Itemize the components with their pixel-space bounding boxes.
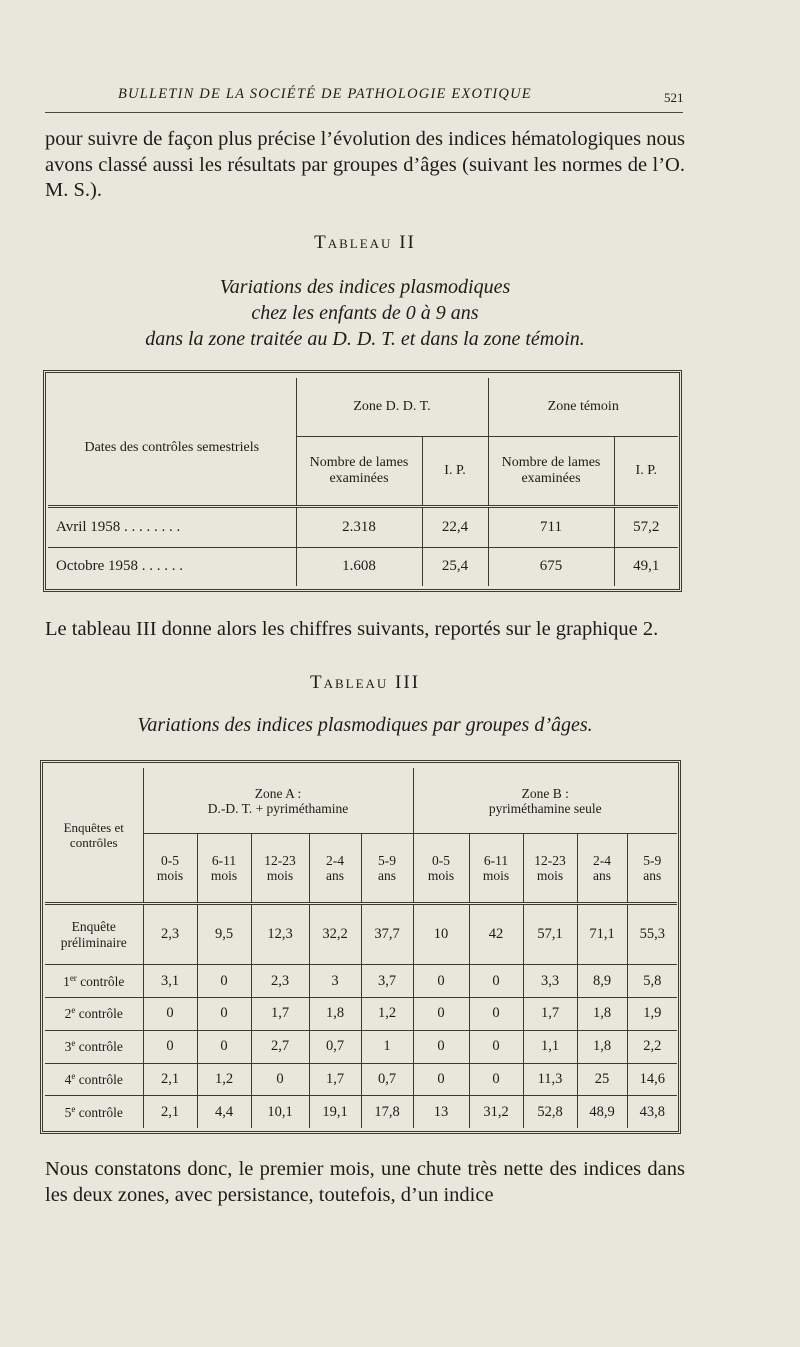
table3-row-label-text: contrôle <box>75 1104 123 1120</box>
table3-row-label-text: contrôle <box>76 973 125 989</box>
table2-ddt-slides-header: Nombre de lames examinées <box>296 437 422 507</box>
table3-cell: 1,7 <box>523 998 577 1031</box>
paragraph-intro: pour suivre de façon plus précise l’évolution des indices hématologiques nous avons classé aussi les résultats par groupes d’âges (suivant les normes de l’O. M. S.). <box>45 128 685 201</box>
table3-row-label-text: contrôle <box>75 1071 123 1087</box>
table3-cell: 0 <box>413 998 469 1031</box>
table3-age-unit: mois <box>427 868 455 884</box>
table2-temoin-slides-header: Nombre de lames examinées <box>488 437 614 507</box>
table3-row <box>45 965 677 998</box>
table3-cell: 1,8 <box>577 998 627 1031</box>
table3-row-label-number: 2 <box>64 1006 72 1022</box>
table2-dates-header: Dates des contrôles semestriels <box>48 378 296 507</box>
table3-cell: 48,9 <box>577 1096 627 1128</box>
table3-row-label <box>45 965 143 998</box>
table3-cell: 3,1 <box>143 965 197 998</box>
table3-age-range: 5-9 <box>643 853 662 869</box>
table3-row <box>45 904 677 965</box>
table3-age-unit: ans <box>643 868 662 884</box>
table3-age-header <box>251 834 309 904</box>
table3-cell: 2,2 <box>627 1030 677 1063</box>
table3-row-label-number: 1 <box>63 973 70 989</box>
table3-row-label-number: 4 <box>64 1071 72 1087</box>
table2-zone-ddt-header: Zone D. D. T. <box>296 378 488 437</box>
table3-age-header <box>627 834 677 904</box>
table3 <box>45 768 677 1128</box>
table3-age-unit: ans <box>378 868 396 884</box>
table3-row-label-number: 5 <box>64 1104 72 1120</box>
table3-cell: 52,8 <box>523 1096 577 1128</box>
table3-age-header <box>523 834 577 904</box>
table2-cell: 711 <box>488 507 614 547</box>
table3-age-range: 2-4 <box>593 853 611 869</box>
table3-cell: 1,8 <box>309 998 361 1031</box>
table3-row-label-ordinal: e <box>71 1038 76 1049</box>
table3-zone-a-line1: Zone A : <box>254 785 302 801</box>
table2-cell: 49,1 <box>614 547 678 586</box>
table3-cell: 71,1 <box>577 904 627 965</box>
table3-cell: 12,3 <box>251 904 309 965</box>
header-rule <box>45 112 683 113</box>
table3-cell: 11,3 <box>523 1063 577 1096</box>
table3-row-label <box>45 998 143 1031</box>
table3-row-label-ordinal: e <box>71 1070 76 1081</box>
table3-row-label <box>45 1096 143 1128</box>
table3-age-unit: mois <box>210 868 238 884</box>
table3-cell: 0 <box>143 998 197 1031</box>
table2-row <box>48 547 678 586</box>
table3-cell: 1,8 <box>577 1030 627 1063</box>
table3-cell: 31,2 <box>469 1096 523 1128</box>
table3-row-label-number: 3 <box>64 1039 72 1055</box>
table3-cell: 4,4 <box>197 1096 251 1128</box>
table2-row-date: Octobre 1958 . . . . . . <box>48 547 296 586</box>
table3-age-unit: ans <box>593 868 611 884</box>
table2-caption <box>45 274 685 352</box>
table3-age-unit: mois <box>156 868 184 884</box>
table3-cell: 5,8 <box>627 965 677 998</box>
table3-cell: 42 <box>469 904 523 965</box>
table3-zone-a-line2: D.-D. T. + pyriméthamine <box>207 800 349 816</box>
table2-ddt-ip-header: I. P. <box>422 437 488 507</box>
table3-zone-b-line1: Zone B : <box>521 785 569 801</box>
table3-cell: 1,7 <box>309 1063 361 1096</box>
table3-title: Tableau III <box>309 672 421 693</box>
table3-cell: 0 <box>197 1030 251 1063</box>
table3-age-range: 6-11 <box>483 853 509 869</box>
table3-cell: 0 <box>197 998 251 1031</box>
table3-cell: 0 <box>413 1063 469 1096</box>
table3-row <box>45 1030 677 1063</box>
table3-cell: 1,2 <box>197 1063 251 1096</box>
table2-caption-line3: dans la zone traitée au D. D. T. et dans la zone témoin. <box>145 328 585 350</box>
table3-age-unit: mois <box>266 868 294 884</box>
table3-cell: 3,7 <box>361 965 413 998</box>
table2-cell: 675 <box>488 547 614 586</box>
table3-cell: 32,2 <box>309 904 361 965</box>
table3-cell: 17,8 <box>361 1096 413 1128</box>
table3-age-header <box>309 834 361 904</box>
table3-row-label-ordinal: e <box>71 1103 76 1114</box>
table3-age-unit: mois <box>536 868 564 884</box>
table3-zone-b-header <box>413 768 677 834</box>
table3-age-header <box>143 834 197 904</box>
table3-row-label <box>45 1063 143 1096</box>
table3-cell: 0,7 <box>309 1030 361 1063</box>
table3-cell: 57,1 <box>523 904 577 965</box>
page-number: 521 <box>664 90 684 105</box>
table3-age-range: 5-9 <box>378 853 396 869</box>
table3-row-label-text: contrôle <box>75 1039 123 1055</box>
table3-age-header <box>361 834 413 904</box>
table3-cell: 2,1 <box>143 1096 197 1128</box>
table3-cell: 1,1 <box>523 1030 577 1063</box>
table3-cell: 43,8 <box>627 1096 677 1128</box>
table3-age-range: 0-5 <box>161 853 179 869</box>
table2-temoin-ip-header: I. P. <box>614 437 678 507</box>
table3-cell: 10,1 <box>251 1096 309 1128</box>
table3-cell: 19,1 <box>309 1096 361 1128</box>
table3-row-label <box>45 1030 143 1063</box>
table2-row-date: Avril 1958 . . . . . . . . <box>48 507 296 547</box>
table3-cell: 13 <box>413 1096 469 1128</box>
table3-cell: 1,9 <box>627 998 677 1031</box>
table3-row-label-text: contrôle <box>75 1006 123 1022</box>
table3-age-header <box>197 834 251 904</box>
table2-cell: 2.318 <box>296 507 422 547</box>
paragraph-transition: Le tableau III donne alors les chiffres suivants, reportés sur le graphique 2. <box>45 618 659 640</box>
table3-cell: 2,7 <box>251 1030 309 1063</box>
table3-cell: 0 <box>143 1030 197 1063</box>
running-head: BULLETIN DE LA SOCIÉTÉ DE PATHOLOGIE EXOTIQUE <box>118 86 532 102</box>
table2-zone-temoin-header: Zone témoin <box>547 399 619 415</box>
table3-cell: 0 <box>469 965 523 998</box>
table3-row-label <box>45 904 143 965</box>
table3-cell: 55,3 <box>627 904 677 965</box>
table3-cell: 3,3 <box>523 965 577 998</box>
table3-cell: 9,5 <box>197 904 251 965</box>
table3-age-header <box>469 834 523 904</box>
table2-caption-line2: chez les enfants de 0 à 9 ans <box>251 302 479 324</box>
table3-cell: 0 <box>469 998 523 1031</box>
table2 <box>48 378 678 586</box>
table3-cell: 1 <box>361 1030 413 1063</box>
table3-age-range: 12-23 <box>264 853 296 869</box>
table2-cell: 25,4 <box>422 547 488 586</box>
table3-row <box>45 1063 677 1096</box>
table3-cell: 2,3 <box>143 904 197 965</box>
table2-row <box>48 507 678 547</box>
table3-zone-a-header <box>143 768 413 834</box>
table3-cell: 1,7 <box>251 998 309 1031</box>
table3-stub-header: Enquêtes et contrôles <box>45 768 143 904</box>
table2-title: Tableau II <box>314 232 416 253</box>
table3-row <box>45 1096 677 1128</box>
table3-cell: 0 <box>413 965 469 998</box>
table3-cell: 2,3 <box>251 965 309 998</box>
table2-cell: 1.608 <box>296 547 422 586</box>
table3-cell: 10 <box>413 904 469 965</box>
table3-cell: 14,6 <box>627 1063 677 1096</box>
table3-age-header <box>413 834 469 904</box>
table3-row-label-line2: préliminaire <box>60 934 127 950</box>
table3-cell: 1,2 <box>361 998 413 1031</box>
table3-zone-b-line2: pyriméthamine seule <box>488 800 602 816</box>
table3-cell: 37,7 <box>361 904 413 965</box>
table3-cell: 0 <box>413 1030 469 1063</box>
table3-caption: Variations des indices plasmodiques par groupes d’âges. <box>137 714 593 736</box>
table2-cell: 57,2 <box>614 507 678 547</box>
table3-cell: 8,9 <box>577 965 627 998</box>
paragraph-conclusion: Nous constatons donc, le premier mois, une chute très nette des indices dans les deux zones, avec persistance, toutefois, d’un indice <box>45 1158 685 1206</box>
table3-row-label-ordinal: e <box>71 1005 76 1016</box>
table3-age-unit: ans <box>326 868 344 884</box>
table3-cell: 25 <box>577 1063 627 1096</box>
table3-cell: 0 <box>251 1063 309 1096</box>
table3-row-label-ordinal: er <box>69 972 77 983</box>
table2-cell: 22,4 <box>422 507 488 547</box>
table3-age-unit: mois <box>482 868 510 884</box>
table3-age-header <box>577 834 627 904</box>
table3-age-range: 6-11 <box>211 853 237 869</box>
table3-row-label-line1: Enquête <box>71 918 116 934</box>
table3-cell: 2,1 <box>143 1063 197 1096</box>
table2-caption-line1: Variations des indices plasmodiques <box>219 276 511 298</box>
table3-row <box>45 998 677 1031</box>
table3-cell: 0 <box>469 1030 523 1063</box>
table3-age-range: 12-23 <box>534 853 566 869</box>
table3-age-range: 2-4 <box>326 853 344 869</box>
table3-cell: 3 <box>309 965 361 998</box>
table3-cell: 0 <box>469 1063 523 1096</box>
table3-cell: 0,7 <box>361 1063 413 1096</box>
table3-cell: 0 <box>197 965 251 998</box>
table3-age-range: 0-5 <box>432 853 450 869</box>
